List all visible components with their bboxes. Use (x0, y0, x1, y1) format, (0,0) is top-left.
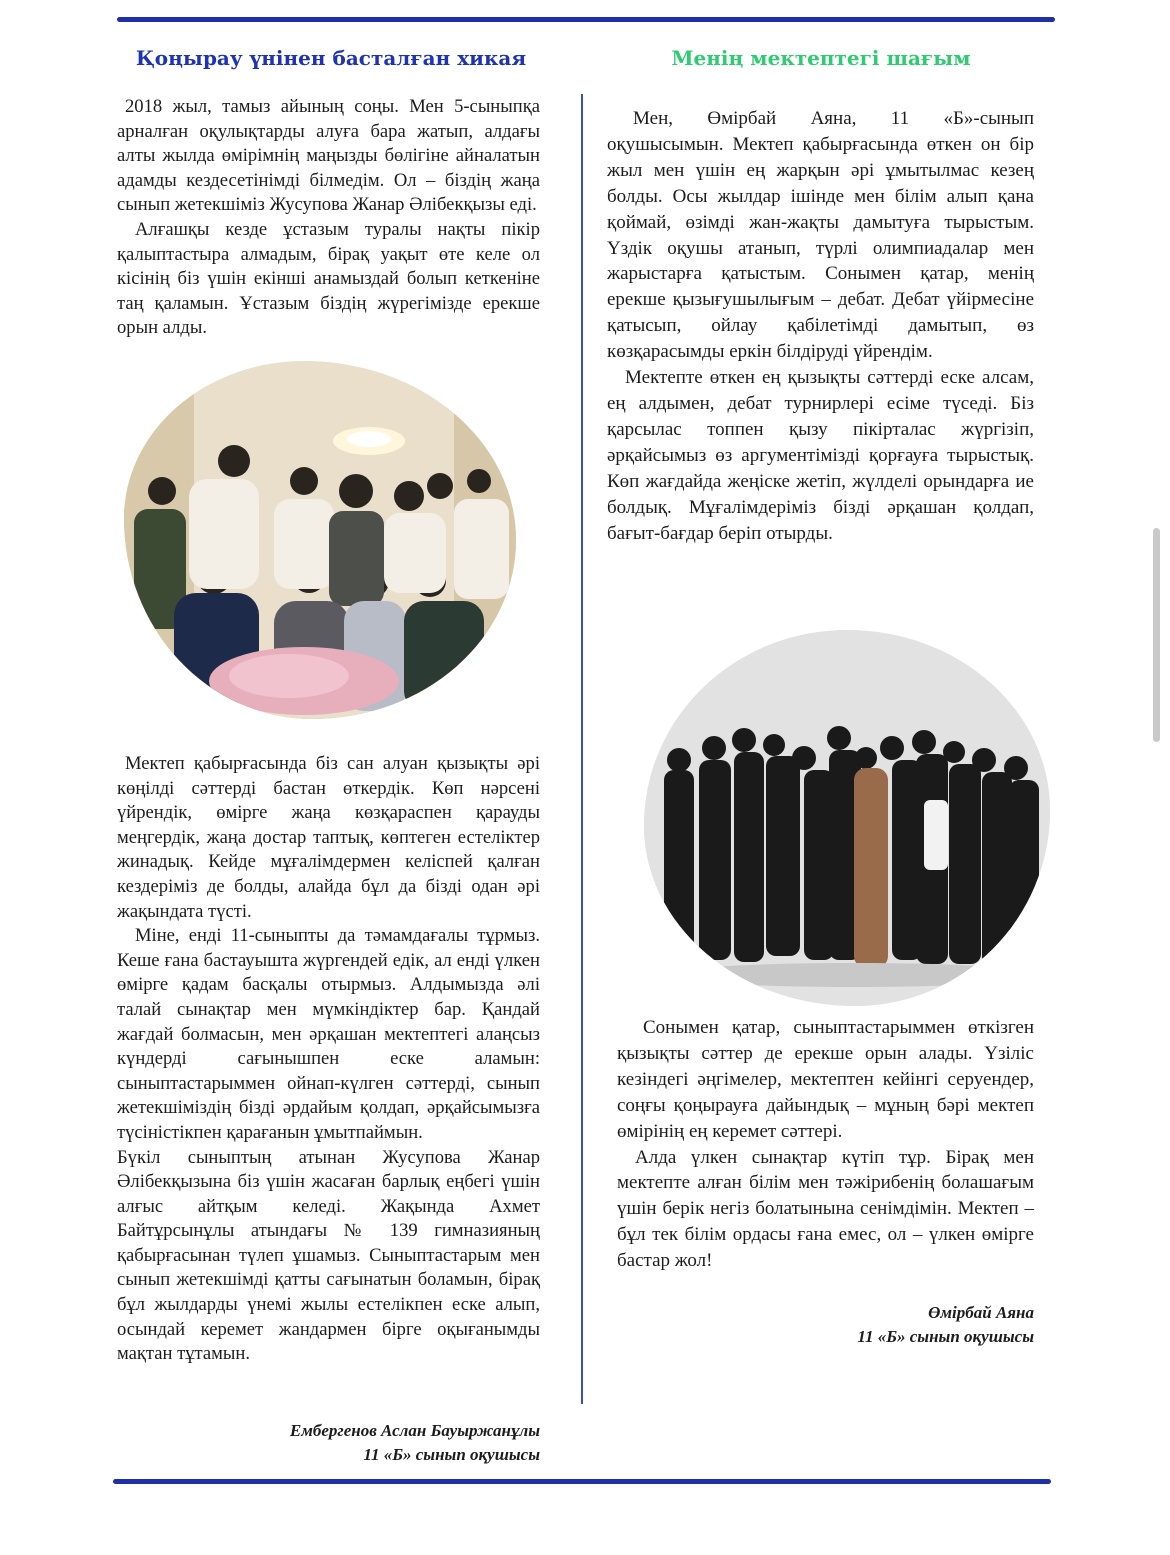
author-role: 11 «Б» сынып оқушысы (363, 1445, 540, 1464)
left-article-signature (117, 1419, 540, 1467)
class-group-photo-studio (644, 630, 1050, 1006)
bottom-rule (113, 1479, 1051, 1484)
right-article-title: Менің мектептегі шағым (671, 46, 971, 70)
paragraph: Мен, Өмірбай Аяна, 11 «Б»-сынып оқушысымын. Мектеп қабырғасында өткен он бір жыл мен үшін ең жарқын әрі ұмытылмас кезең болды. Осы жылдар ішінде мен білім алып қана қоймай, өзімді жан-жақты дамытуға тырыстым. Үздік оқушы атанып, түрлі олимпиадалар мен жарыстарға қатыстым. Сонымен қатар, менің ерекше қызығушылығым – дебат. Дебат үйірмесіне қатысып, ойлау қабілетімді дамытып, өз көзқарасымды еркін білдіруді үйрендім. (607, 108, 1034, 363)
left-article-body (117, 752, 540, 1367)
paragraph: Міне, енді 11-сыныпты да тәмамдағалы тұрмыз. Кеше ғана бастауышта жүргендей едік, ал енді үлкен өмірге қадам басқалы отырмыз. Алдымызда әлі талай сынақтар мен мүмкіндіктер бар. Қандай жағдай болмасын, мен әрқашан мектептегі алаңсыз күндерді сағынышпен еске аламын: сыныптастарыммен ойнап-күлген сәттерді, сынып жетекшіміздің бізді әрдайым қолдап, әрқайсымызға түсіністікпен қарағанын ұмытпаймын. (117, 925, 540, 1143)
author-role: 11 «Б» сынып оқушысы (857, 1327, 1034, 1346)
paragraph: Алғашқы кезде ұстазым туралы нақты пікір қалыптастыра алмадым, бірақ уақыт өте келе ол кісінің біз үшін екінші анамыздай болып кеткеніне таң қаламын. Ұстазым біздің жүрегімізде ерекше орын алды. (117, 218, 540, 339)
author-name: Өмірбай Аяна (928, 1303, 1034, 1322)
left-article-intro (117, 95, 540, 341)
paragraph: Мектеп қабырғасында біз сан алуан қызықты әрі көңілді сәттерді бастан өткердік. Көп нәрсені үйрендік, өмірге жаңа көзқараспен қарауды меңгердік, жаңа достар таптық, көптеген естеліктер жинадық. Кейде мұғалімдермен келіспей қалған кездеріміз де болды, алайда бұл да бізді одан әрі жақындата түсті. (117, 753, 540, 922)
scrollbar-thumb[interactable] (1153, 528, 1160, 742)
right-article-signature (617, 1301, 1034, 1349)
left-article-title: Қоңырау үнінен басталған хикая (135, 46, 527, 70)
class-group-photo-indoor (124, 361, 516, 719)
author-name: Ембергенов Аслан Бауыржанұлы (289, 1421, 540, 1440)
paragraph: Бүкіл сыныптың атынан Жусупова Жанар Әлібекқызына біз үшін жасаған барлық еңбегі үшін алғыс айтқым келеді. Жақында Ахмет Байтұрсынұлы атындағы № 139 гимназияның қабырғасынан түлеп ұшамыз. Сыныптастарым мен сынып жетекшімді қатты сағынатын боламын, бірақ бұл жылдарды үнемі жылы естелікпен еске алып, осындай керемет жандармен бірге оқығанымды мақтан тұтамын. (117, 1146, 540, 1365)
right-article-body (617, 1015, 1034, 1274)
paragraph: Мектепте өткен ең қызықты сәттерді еске алсам, ең алдымен, дебат турнирлері есіме түседі. Біз қарсылас топпен қызу пікірталас жүргізіп, әрқайсымыз өз аргументімізді қорғауға тырыстық. Көп жағдайда жеңіске жетіп, жүлделі орындарға ие болдық. Мұғалімдеріміз бізді әрқашан қолдап, бағыт-бағдар беріп отырды. (607, 367, 1034, 544)
right-article-intro (607, 106, 1034, 546)
paragraph: Сонымен қатар, сыныптастарыммен өткізген қызықты сәттер де ерекше орын алады. Үзіліс кезіндегі әңгімелер, мектептен кейінгі серуендер, соңғы қоңырауға дайындық – мұның бәрі мектеп өмірінің ең керемет сәттері. (617, 1017, 1034, 1142)
column-divider (581, 94, 583, 1404)
paragraph: Алда үлкен сынақтар күтіп тұр. Бірақ мен мектепте алған білім мен тәжірибенің болашағым үшін берік негіз болатынына сенімдімін. Мектеп – бұл тек білім ордасы ғана емес, ол – үлкен өмірге бастар жол! (617, 1146, 1034, 1272)
top-rule (117, 17, 1055, 22)
paragraph: 2018 жыл, тамыз айының соңы. Мен 5-сыныпқа арналған оқулықтарды алуға бара жатып, алдағы алты жылда өмірімнің маңызды бөлігіне айналатын адамды кездесетінімді білмедім. Ол – біздің жаңа сынып жетекшіміз Жусупова Жанар Әлібекқызы еді. (117, 96, 540, 216)
